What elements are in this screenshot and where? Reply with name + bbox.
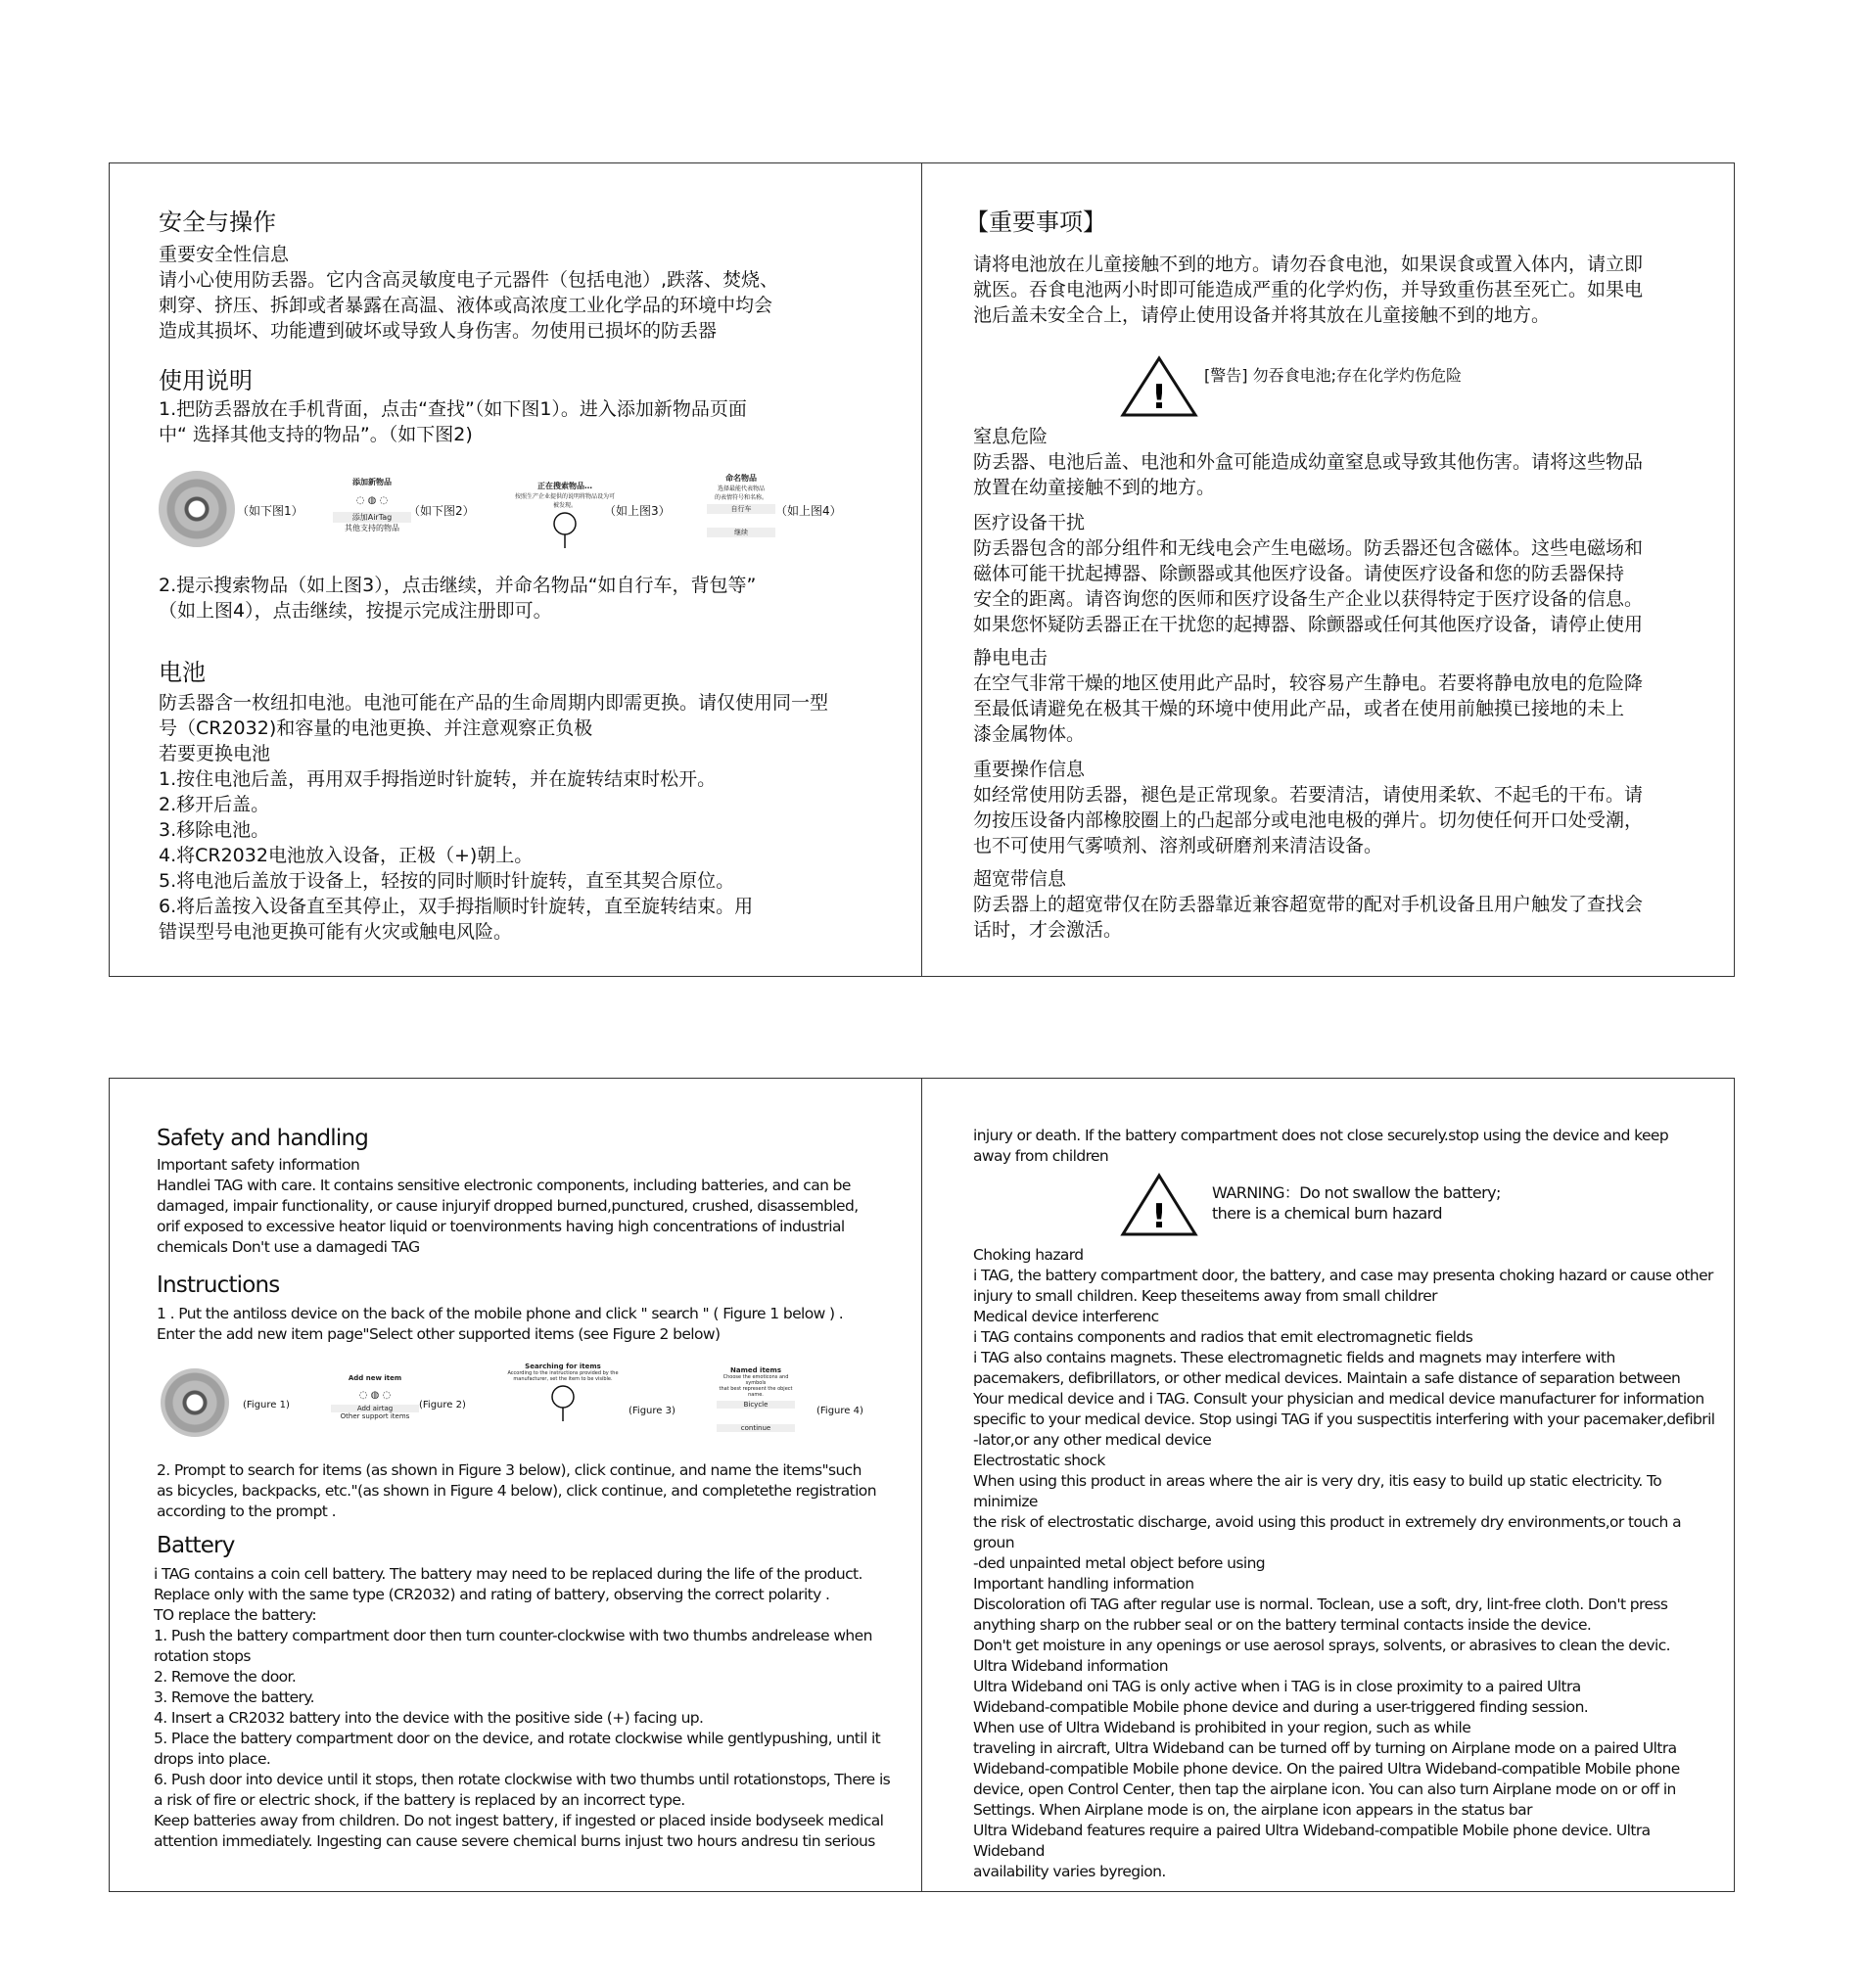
en-fig1-label: (Figure 1): [243, 1400, 290, 1410]
cn-fig1-label: （如下图1）: [237, 504, 303, 518]
en-step2-text: 2. Prompt to search for items (as shown in Figure 3 below), click continue, and name the items"such as bicycles, backpacks, etc."(as shown in Figure 4 below), click continue, and completethe registration according to the prompt .: [157, 1461, 876, 1520]
page-divider: [921, 163, 922, 976]
en-safety-text: Important safety information Handlei TAG with care. It contains sensitive electronic components, including batteries, and can be damaged, impair functionality, or cause injuryif dropped burned,punctured, crushed, disassembled, orif exposed to excessive heator liquid or toenvironments having high concentrations of industrial chemicals Don't use a damagedi TAG: [157, 1156, 859, 1256]
cn-fig4-screen: 命名物品 选择最能代表物品 的表情符号和名称。 自行车 继续: [707, 473, 775, 537]
en-intro-text: injury or death. If the battery compartment does not close securely.stop using the device and keep away from children: [973, 1127, 1669, 1165]
cn-title-instructions: 使用说明: [159, 367, 253, 394]
cn-step1-text: 1.把防丢器放在手机背面，点击“查找”（如下图1）。进入添加新物品页面 中“ 选择其他支持的物品”。（如下图2): [159, 398, 747, 445]
en-title-battery: Battery: [157, 1533, 235, 1558]
en-step1-text: 1 . Put the antiloss device on the back of the mobile phone and click " search " ( Figure 1 below ) . Enter the add new item page"Select other supported items (see Figure 2 below): [157, 1305, 844, 1343]
en-fig3-label: (Figure 3): [629, 1406, 676, 1416]
device-icons: ◌ ◍ ◌: [358, 1390, 392, 1401]
cn-title-important: 【重要事项】: [965, 208, 1106, 236]
svg-text:!: !: [1151, 378, 1167, 417]
cn-figures: [159, 469, 883, 557]
cn-choking-text: 窒息危险 防丢器、电池后盖、电池和外盒可能造成幼童窒息或导致其他伤害。请将这些物品 放置在幼童接触不到的地方。: [973, 426, 1644, 498]
cn-warning-text: [警告] 勿吞食电池;存在化学灼伤危险: [1204, 366, 1462, 385]
device-icons: ◌ ◍ ◌: [355, 495, 389, 506]
en-battery-text: i TAG contains a coin cell battery. The battery may need to be replaced during the life of the product. Replace only with the same type (CR2032) and rating of battery, observing the correct polarity . TO replace the battery: 1. Push the battery compartment door then turn counter-clockwise with two thumbs andrelease when rotation stops 2. Remove the door. 3. Remove the battery. 4. Insert a CR2032 battery into the device with the positive side (+) facing up. 5. Place the battery compartment door on the device, and rotate clockwise while gentlypushing, until it drops into place. 6. Push door into device until it stops, then rotate clockwise with two thumbs until rotationstops, There is a risk of fire or electric shock, if the battery is replaced by an incorrect type. Keep batteries away from children. Do not ingest battery, if ingested or placed inside bodyseek medical attention immediately. Ingesting can cause severe chemical burns injust two hours andresu tin serious: [154, 1565, 891, 1850]
cn-medical-text: 医疗设备干扰 防丢器包含的部分组件和无线电会产生电磁场。防丢器还包含磁体。这些电磁场和 磁体可能干扰起搏器、除颤器或其他医疗设备。请使医疗设备和您的防丢器保持 安全的距离。请咨询您的医师和医疗设备生产企业以获得特定于医疗设备的信息。 如果您怀疑防丢器正在干扰您的起搏器、除颤器或任何其他医疗设备，请停止使用: [973, 512, 1644, 635]
itag-device-icon: [159, 471, 235, 547]
cn-fig2-screen: 添加新物品 ◌ ◍ ◌ 添加AirTag 其他支持的物品: [333, 477, 411, 533]
cn-warning: [1120, 355, 1707, 420]
itag-device-icon: [161, 1368, 229, 1437]
cn-step2-text: 2.提示搜索物品（如上图3），点击继续，并命名物品“如自行车，背包等” （如上图4），点击继续，按提示完成注册即可。: [159, 575, 757, 622]
cn-intro-text: 请将电池放在儿童接触不到的地方。请勿吞食电池，如果误食或置入体内，请立即 就医。吞食电池两小时即可能造成严重的化学灼伤，并导致重伤甚至死亡。如果电 池后盖未安全合上，请停止使用设备并将其放在儿童接触不到的地方。: [973, 254, 1644, 326]
cn-uwb-text: 超宽带信息 防丢器上的超宽带仅在防丢器靠近兼容超宽带的配对手机设备且用户触发了查找会 话时，才会激活。: [973, 868, 1644, 941]
cn-fig3-label: （如上图3）: [604, 504, 671, 518]
warning-triangle-icon: [1120, 355, 1198, 418]
cn-handling-text: 重要操作信息 如经常使用防丢器，褪色是正常现象。若要清洁，请使用柔软、不起毛的干布。请 勿按压设备内部橡胶圈上的凸起部分或电池电极的弹片。切勿使任何开口处受潮， 也不可使用气雾喷剂、溶剂或研磨剂来清洁设备。: [973, 759, 1644, 856]
cn-fig2-label: （如下图2）: [408, 504, 475, 518]
cn-static-text: 静电电击 在空气非常干燥的地区使用此产品时，较容易产生静电。若要将静电放电的危险降 至最低请避免在极其干燥的环境中使用此产品，或者在使用前触摸已接地的未上 漆金属物体。: [973, 647, 1644, 745]
en-fig3-screen: Searching for items According to the instructions provided by the manufacturer, set the item to be visible.: [499, 1363, 627, 1425]
en-fig4-screen: Named items Choose the emoticons and symbols that best represent the object name. Bicycle continue: [717, 1366, 795, 1432]
cn-title-battery: 电池: [159, 659, 206, 686]
cn-safety-text: 重要安全性信息 请小心使用防丢器。它内含高灵敏度电子元器件（包括电池）,跌落、焚烧、 刺穿、挤压、拆卸或者暴露在高温、液体或高浓度工业化学品的环境中均会 造成其损坏、功能遭到破坏或导致人身伤害。勿使用已损坏的防丢器: [159, 244, 779, 342]
magnifier-icon: [550, 511, 580, 550]
en-fig2-screen: Add new item ◌ ◍ ◌ Add airtag Other support items: [331, 1374, 419, 1420]
cn-fig4-label: （如上图4）: [775, 504, 842, 518]
english-manual-sheet: [109, 1078, 1735, 1892]
en-body-text: Choking hazard i TAG, the battery compartment door, the battery, and case may presenta choking hazard or cause other injury to small children. Keep theseitems away from small childrer Medical device interferenc i TAG contains components and radios that emit electromagnetic fields i TAG also contains magnets. These electromagnetic fields and magnets may interfere with pacemakers, defibrillators, or other medical devices. Maintain a safe distance of separation between Your medical device and i TAG. Consult your physician and medical device manufacturer for information specific to your medical device. Stop usingi TAG if you suspectitis interfering with your pacemaker,defibril -lator,or any other medical device Electrostatic shock When using this product in areas where the air is very dry, itis easy to build up static electricity. To minimize the risk of electrostatic discharge, avoid using this product in extremely dry environments,or touch a groun -ded unpainted metal object before using Important handling information Discoloration ofi TAG after regular use is normal. Toclean, use a soft, dry, lint-free cloth. Don't press anything sharp on the rubber seal or on the battery terminal contacts inside the device. Don't get moisture in any openings or use aerosol sprays, solvents, or abrasives to clean the devic. Ultra Wideband information Ultra Wideband oni TAG is only active when i TAG is in close proximity to a paired Ultra Wideband-compatible Mobile phone device and during a user-triggered finding session. When use of Ultra Wideband is prohibited in your region, such as while traveling in aircraft, Ultra Wideband can be turned off by turning on Airplane mode on a paired Ultra Wideband-compatible Mobile phone device. On the paired Ultra Wideband-compatible Mobile phone device, open Control Center, then tap the airplane icon. You can also turn Airplane mode on or off in Settings. When Airplane mode is on, the airplane icon appears in the status bar Ultra Wideband features require a paired Ultra Wideband-compatible Mobile phone device. Ultra Wideband availability varies byregion.: [973, 1246, 1715, 1880]
svg-text:!: !: [1151, 1197, 1167, 1236]
warning-triangle-icon: [1120, 1173, 1198, 1237]
page-divider: [921, 1079, 922, 1891]
chinese-manual-sheet: [109, 162, 1735, 977]
en-warning-text: WARNING：Do not swallow the battery; there is a chemical burn hazard: [1212, 1183, 1501, 1223]
magnifier-icon: [548, 1384, 578, 1423]
cn-title-safety: 安全与操作: [159, 208, 276, 236]
en-fig4-label: (Figure 4): [816, 1406, 863, 1416]
en-title-instructions: Instructions: [157, 1272, 280, 1298]
en-title-safety: Safety and handling: [157, 1126, 369, 1151]
en-warning: [1120, 1173, 1707, 1241]
cn-battery-text: 防丢器含一枚纽扣电池。电池可能在产品的生命周期内即需更换。请仅使用同一型 号（CR2032)和容量的电池更换、并注意观察正负极 若要更换电池 1.按住电池后盖，再用双手拇指逆时针旋转，并在旋转结束时松开。 2.移开后盖。 3.移除电池。 4.将CR2032电池放入设备，正极（+)朝上。 5.将电池后盖放于设备上，轻按的同时顺时针旋转，直至其契合原位。 6.将后盖按入设备直至其停止，双手拇指顺时针旋转，直至旋转结束。用 错误型号电池更换可能有火灾或触电风险。: [159, 692, 829, 943]
cn-fig3-screen: 正在搜索物品… 按照生产企业提供的说明将物品设为可 被发现。: [511, 481, 619, 552]
en-fig2-label: (Figure 2): [419, 1400, 466, 1410]
en-figures: [157, 1363, 891, 1451]
